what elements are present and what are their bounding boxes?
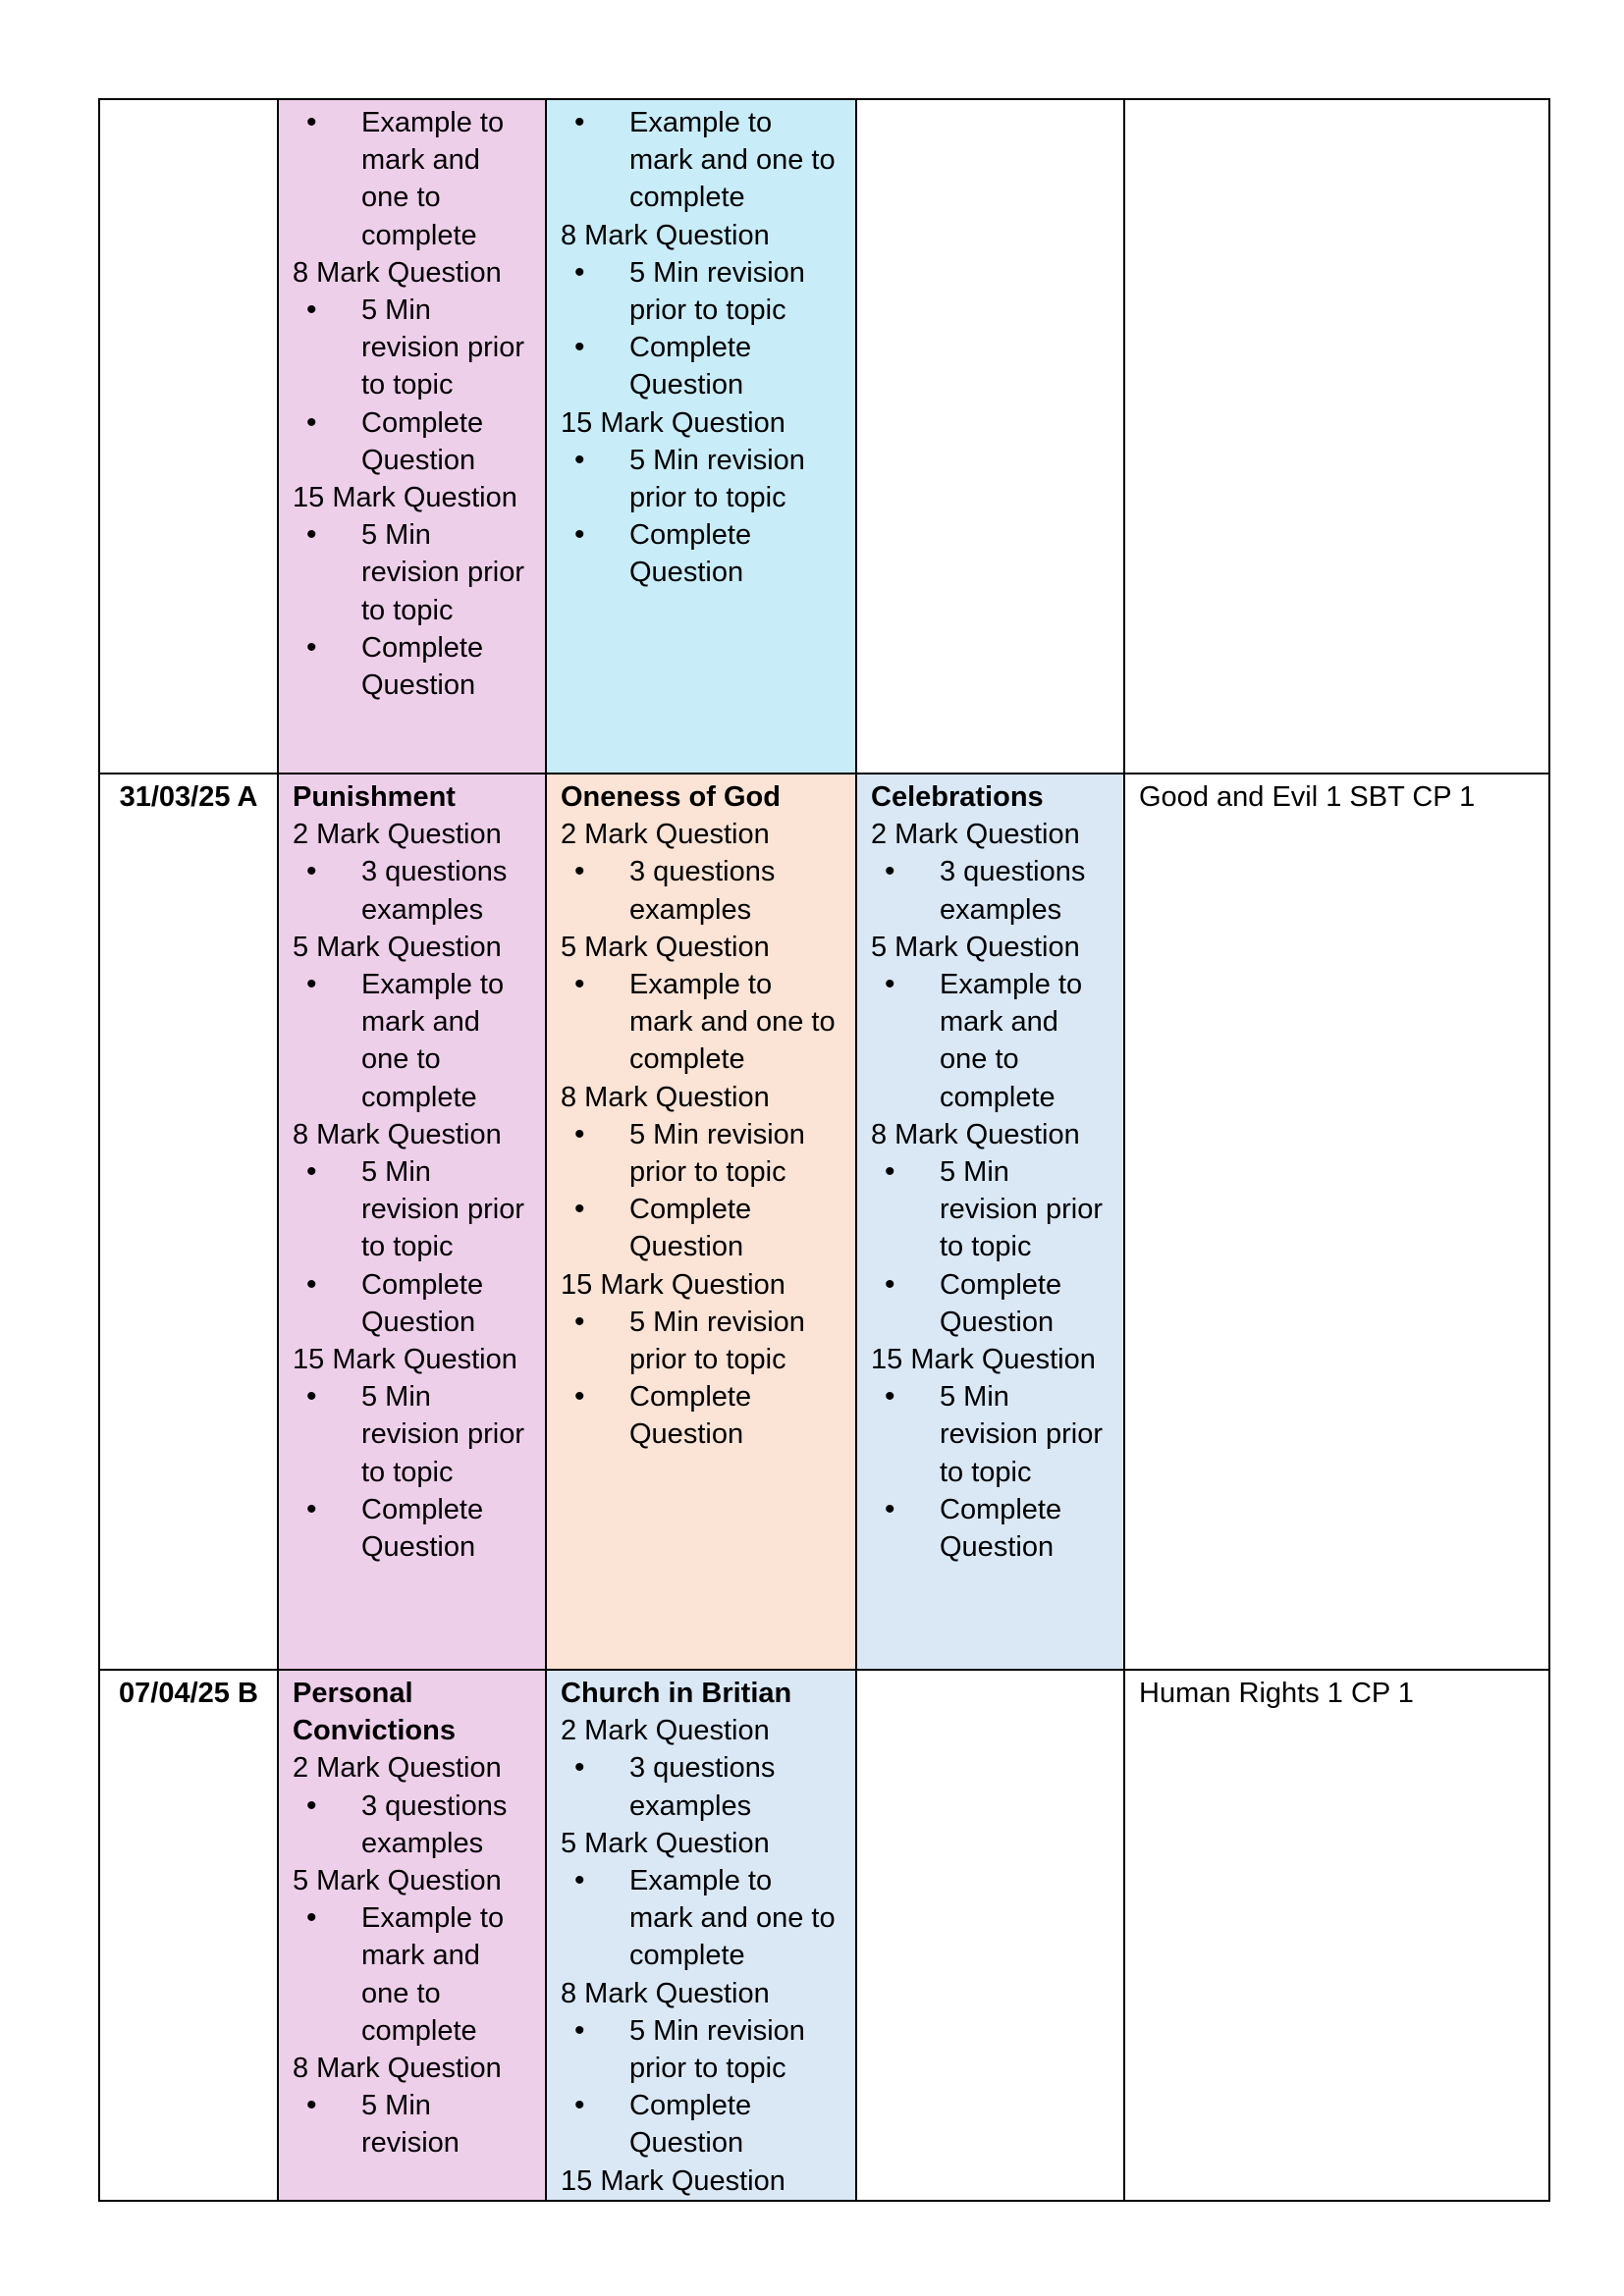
question-heading: 2 Mark Question: [293, 1752, 502, 1785]
topic-cell: [856, 774, 1124, 1670]
list-item: • Complete Question: [361, 404, 531, 479]
table-row: [99, 1670, 1549, 2201]
list-item: • 5 Min revision: [361, 2087, 531, 2162]
note-cell: Human Rights 1 CP 1: [1124, 1670, 1549, 2201]
topic-cell: [546, 1670, 856, 2201]
question-heading: 5 Mark Question: [871, 931, 1080, 963]
bullet-list: [293, 1378, 531, 1566]
list-item: • Example to mark and one to complete: [361, 1899, 531, 2050]
question-heading: 8 Mark Question: [561, 219, 770, 251]
bullet-list: [871, 1378, 1110, 1566]
question-heading: 8 Mark Question: [293, 2053, 502, 2085]
bullet-list: [561, 853, 841, 928]
list-item: • 3 questions examples: [940, 853, 1110, 928]
list-item: • Complete Question: [629, 329, 841, 403]
question-heading: 2 Mark Question: [561, 819, 770, 851]
list-item: • Complete Question: [629, 2087, 841, 2162]
bullet-list: [561, 1862, 841, 1975]
list-item: • Complete Question: [361, 1491, 531, 1566]
topic-title: Oneness of God: [561, 781, 781, 813]
topic-title: Church in Britian: [561, 1678, 792, 1709]
scheme-of-work-page: [98, 98, 1548, 2202]
list-item: • Complete Question: [361, 629, 531, 704]
bullet-list: [871, 1153, 1110, 1341]
bullet-list: [293, 853, 531, 928]
list-item: • Example to mark and one to complete: [629, 966, 841, 1079]
bullet-list: [561, 1749, 841, 1824]
table-row: [99, 774, 1549, 1670]
list-item: • Complete Question: [629, 1378, 841, 1453]
question-heading: 5 Mark Question: [561, 1827, 770, 1859]
topic-title: Celebrations: [871, 781, 1044, 813]
topic-cell: [278, 774, 546, 1670]
topic-cell: [278, 99, 546, 774]
list-item: • Complete Question: [361, 1266, 531, 1341]
date-cell: 07/04/25 B: [99, 1670, 278, 2201]
question-heading: 8 Mark Question: [293, 256, 502, 289]
list-item: • Example to mark and one to complete: [629, 104, 841, 217]
bullet-list: [561, 254, 841, 404]
scheme-of-work-table: [98, 98, 1550, 2202]
list-item: • 5 Min revision prior to topic: [629, 254, 841, 329]
table-row: [99, 99, 1549, 774]
list-item: • Example to mark and one to complete: [629, 1862, 841, 1975]
bullet-list: [293, 516, 531, 704]
list-item: • Complete Question: [940, 1266, 1110, 1341]
topic-cell: [278, 1670, 546, 2201]
question-heading: 15 Mark Question: [561, 406, 785, 439]
question-heading: 8 Mark Question: [871, 1118, 1080, 1150]
question-heading: 15 Mark Question: [561, 2164, 785, 2197]
list-item: • 5 Min revision prior to topic: [629, 442, 841, 516]
question-heading: 8 Mark Question: [561, 1081, 770, 1113]
list-item: • 3 questions examples: [629, 1749, 841, 1824]
list-item: • 3 questions examples: [361, 853, 531, 928]
question-heading: 8 Mark Question: [293, 1118, 502, 1150]
question-heading: 5 Mark Question: [561, 931, 770, 963]
note-cell: [1124, 99, 1549, 774]
bullet-list: [293, 1788, 531, 1862]
list-item: • 5 Min revision prior to topic: [361, 516, 531, 629]
question-heading: 15 Mark Question: [871, 1344, 1096, 1376]
list-item: • Example to mark and one to complete: [361, 966, 531, 1116]
list-item: • 5 Min revision prior to topic: [361, 1153, 531, 1266]
topic-cell: [856, 1670, 1124, 2201]
list-item: • 5 Min revision prior to topic: [629, 1116, 841, 1191]
bullet-list: [871, 966, 1110, 1116]
topic-title: Personal Convictions: [293, 1678, 456, 1747]
topic-cell: [856, 99, 1124, 774]
bullet-list: [561, 966, 841, 1079]
list-item: • 5 Min revision prior to topic: [361, 1378, 531, 1491]
bullet-list: [293, 1899, 531, 2050]
date-cell: 31/03/25 A: [99, 774, 278, 1670]
bullet-list: [293, 2087, 531, 2162]
list-item: • 5 Min revision prior to topic: [629, 2012, 841, 2087]
list-item: • 3 questions examples: [361, 1788, 531, 1862]
question-heading: 15 Mark Question: [293, 482, 517, 514]
list-item: • Complete Question: [629, 516, 841, 591]
question-heading: 15 Mark Question: [561, 1268, 785, 1301]
question-heading: 5 Mark Question: [293, 1865, 502, 1897]
bullet-list: [293, 292, 531, 479]
list-item: • Example to mark and one to complete: [361, 104, 531, 254]
date-cell: [99, 99, 278, 774]
list-item: • Complete Question: [940, 1491, 1110, 1566]
bullet-list: [293, 104, 531, 254]
topic-cell: [546, 774, 856, 1670]
question-heading: 8 Mark Question: [561, 1977, 770, 2009]
bullet-list: [561, 104, 841, 217]
list-item: • 5 Min revision prior to topic: [629, 1304, 841, 1378]
bullet-list: [561, 1304, 841, 1454]
question-heading: 5 Mark Question: [293, 931, 502, 963]
bullet-list: [871, 853, 1110, 928]
question-heading: 2 Mark Question: [293, 819, 502, 851]
question-heading: 2 Mark Question: [561, 1715, 770, 1747]
question-heading: 2 Mark Question: [871, 819, 1080, 851]
topic-title: Punishment: [293, 781, 456, 813]
bullet-list: [561, 1116, 841, 1266]
question-heading: 15 Mark Question: [293, 1344, 517, 1376]
list-item: • 3 questions examples: [629, 853, 841, 928]
list-item: • Complete Question: [629, 1191, 841, 1265]
bullet-list: [561, 442, 841, 592]
bullet-list: [293, 1153, 531, 1341]
list-item: • Example to mark and one to complete: [940, 966, 1110, 1116]
list-item: • 5 Min revision prior to topic: [940, 1153, 1110, 1266]
note-cell: Good and Evil 1 SBT CP 1: [1124, 774, 1549, 1670]
list-item: • 5 Min revision prior to topic: [940, 1378, 1110, 1491]
list-item: • 5 Min revision prior to topic: [361, 292, 531, 404]
bullet-list: [293, 966, 531, 1116]
bullet-list: [561, 2012, 841, 2163]
topic-cell: [546, 99, 856, 774]
